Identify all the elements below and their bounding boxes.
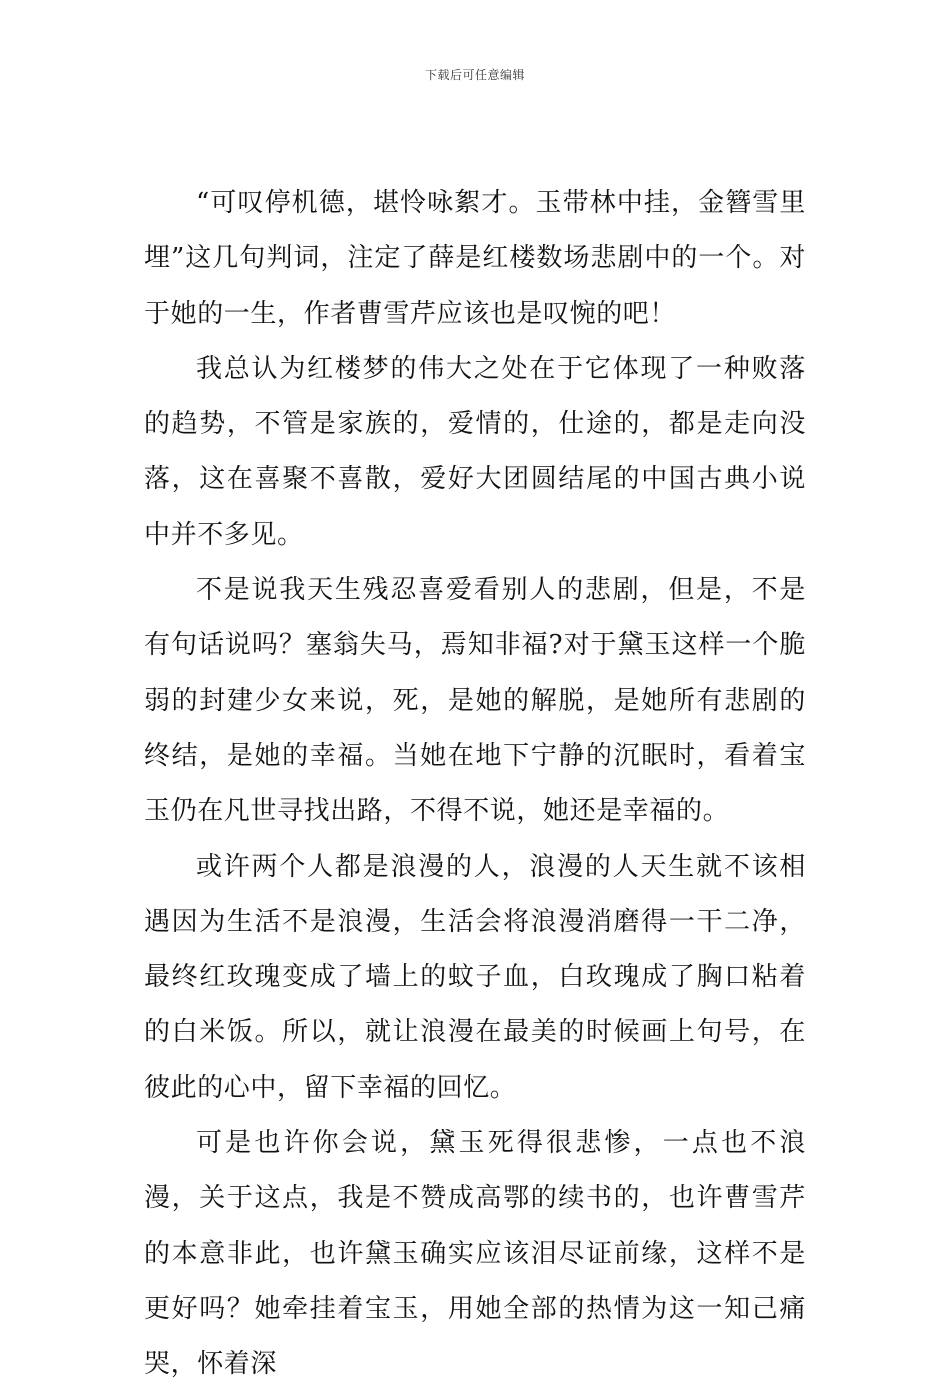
paragraph: “可叹停机德，堪怜咏絮才。玉带林中挂，金簪雪里埋”这几句判词，注定了薛是红楼数场悲剧中的一个。对于她的一生，作者曹雪芹应该也是叹惋的吧！ [144, 188, 806, 329]
paragraph: 我总认为红楼梦的伟大之处在于它体现了一种败落的趋势，不管是家族的，爱情的，仕途的，都是走向没落，这在喜聚不喜散，爱好大团圆结尾的中国古典小说中并不多见。 [144, 353, 806, 550]
page-header: 下载后可任意编辑 [424, 68, 525, 82]
paragraph: 不是说我天生残忍喜爱看别人的悲剧，但是，不是有句话说吗？塞翁失马，焉知非福?对于黛玉这样一个脆弱的封建少女来说，死，是她的解脱，是她所有悲剧的终结，是她的幸福。当她在地下宁静的沉眠时，看着宝玉仍在凡世寻找出路，不得不说，她还是幸福的。 [144, 575, 806, 827]
paragraph: 可是也许你会说，黛玉死得很悲惨，一点也不浪漫，关于这点，我是不赞成高鄂的续书的，也许曹雪芹的本意非此，也许黛玉确实应该泪尽证前缘，这样不是更好吗？她牵挂着宝玉，用她全部的热情为这一知己痛哭，怀着深 [144, 1128, 806, 1380]
document-body [144, 176, 806, 1393]
paragraph: 或许两个人都是浪漫的人，浪漫的人天生就不该相遇因为生活不是浪漫，生活会将浪漫消磨得一干二净，最终红玫瑰变成了墙上的蚊子血，白玫瑰成了胸口粘着的白米饭。所以，就让浪漫在最美的时候画上句号，在彼此的心中，留下幸福的回忆。 [144, 851, 806, 1103]
